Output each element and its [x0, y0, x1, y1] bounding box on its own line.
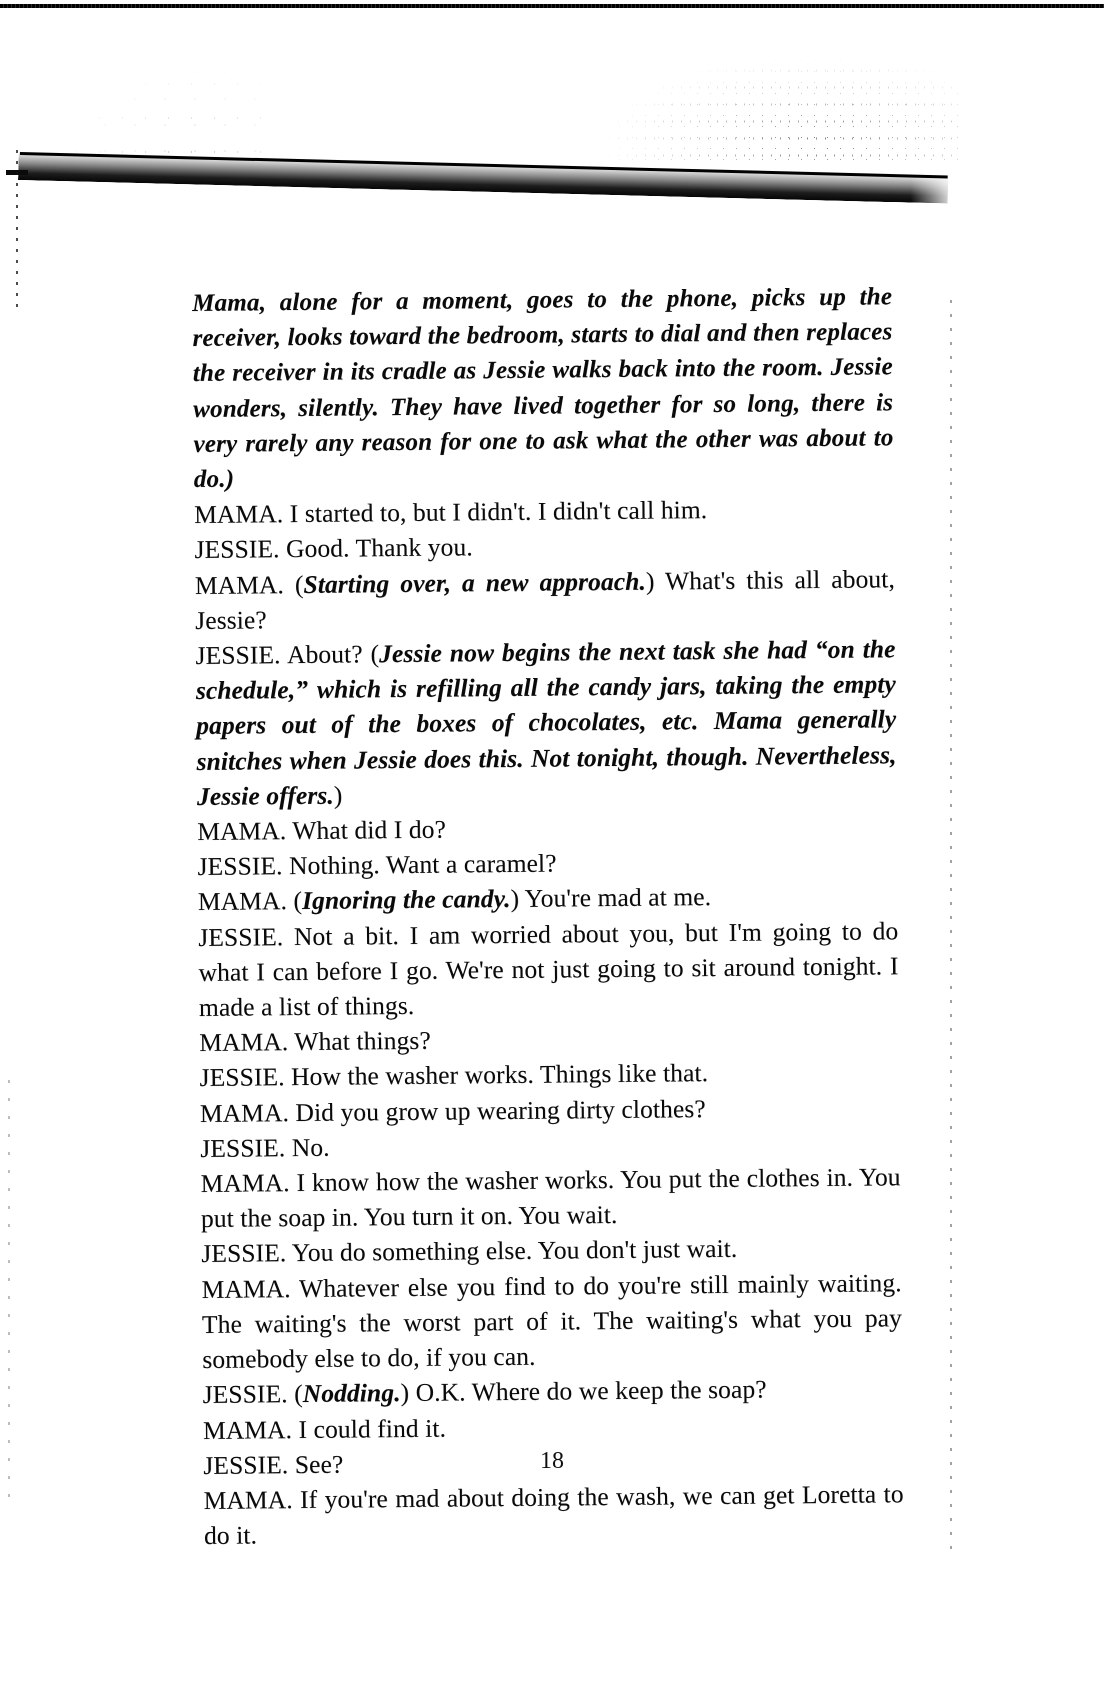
- scan-left-margin-line: [16, 150, 18, 310]
- stage-direction: Mama, alone for a moment, goes to the phone, picks up the receiver, looks toward the bedroom, starts to dial and then replaces the receiver in its cradle as Jessie walks back into the room. Jessie wonders, silently. They have lived together for so long, there is very rarely any reason for one to ask what the other was about to do.): [192, 283, 894, 494]
- dialogue-line: [201, 1265, 902, 1377]
- dialogue-text: If you're mad about doing the wash, we can get Loretta to do it.: [203, 1479, 904, 1551]
- dialogue-text: You do something else. You don't just wait.: [286, 1234, 738, 1268]
- direction-open: (: [283, 569, 304, 599]
- speaker-name: JESSIE.: [200, 1133, 286, 1163]
- speaker-name: JESSIE.: [195, 640, 281, 671]
- scan-left-margin-line-lower: [8, 1080, 10, 1500]
- speaker-name: MAMA.: [199, 1027, 289, 1058]
- dialogue-text: Did you grow up wearing dirty clothes?: [288, 1093, 706, 1127]
- dialogue-text: ) You're mad at me.: [510, 882, 712, 914]
- direction-open: (: [287, 1379, 303, 1409]
- speaker-name: MAMA.: [197, 816, 287, 847]
- dialogue-line-with-direction: [195, 561, 896, 638]
- dialogue-text: I could find it.: [291, 1413, 447, 1444]
- page-number: 18: [540, 1448, 564, 1474]
- dialogue-text: ) O.K. Where do we keep the soap?: [400, 1374, 767, 1408]
- dialogue-text: I know how the washer works. You put the clothes in. You put the soap in. You turn it on. You wait.: [200, 1162, 901, 1234]
- speaker-name: JESSIE.: [198, 921, 284, 952]
- dialogue-line: [198, 913, 899, 1025]
- dialogue-text: Good. Thank you.: [279, 532, 473, 564]
- inline-stage-direction: Jessie now begins the next task she had “on the schedule,” which is refilling all the candy jars, taking the empty papers out of the boxes of chocolates, etc. Mama generally snitches when Jessie does this. Not tonight, though. Nevertheless, Jessie offers.: [195, 634, 897, 811]
- dialogue-line: [200, 1159, 901, 1236]
- speaker-name: MAMA.: [202, 1414, 293, 1445]
- dialogue-line-with-direction: [195, 631, 897, 814]
- dialogue-text: Not a bit. I am worried about you, but I'm going to do what I can before I go. We're not just going to sit around tonight. I made a list of things.: [198, 915, 899, 1023]
- dialogue-line: [203, 1476, 904, 1553]
- dialogue-text: No.: [285, 1132, 330, 1163]
- speaker-name: JESSIE.: [197, 851, 283, 882]
- dialogue-text: I started to, but I didn't. I didn't call him.: [283, 495, 708, 529]
- speaker-name: MAMA.: [194, 569, 285, 600]
- dialogue-text: See?: [288, 1449, 344, 1479]
- inline-stage-direction: Ignoring the candy.: [301, 884, 511, 916]
- dialogue-text: What did I do?: [286, 814, 447, 846]
- speaker-name: MAMA.: [199, 1097, 290, 1128]
- play-text-body: [192, 279, 904, 1553]
- dialogue-text: How the washer works. Things like that.: [284, 1058, 709, 1092]
- inline-stage-direction: Starting over, a new approach.: [303, 566, 647, 599]
- speaker-name: JESSIE.: [202, 1379, 288, 1410]
- dialogue-text: Whatever else you find to do you're still mainly waiting. The waiting's the worst part of it. The waiting's what you pay somebody else to do, if you can.: [201, 1267, 903, 1375]
- speaker-name: MAMA.: [203, 1484, 293, 1515]
- speaker-name: JESSIE.: [194, 534, 280, 565]
- speaker-name: JESSIE.: [199, 1062, 285, 1093]
- inline-stage-direction: Nodding.: [302, 1378, 401, 1409]
- speaker-name: MAMA.: [200, 1168, 290, 1199]
- speaker-name: JESSIE.: [201, 1238, 287, 1269]
- dialogue-text: Nothing. Want a caramel?: [282, 848, 557, 881]
- speaker-name: MAMA.: [201, 1273, 291, 1304]
- direction-open: (: [286, 886, 303, 916]
- speaker-name: MAMA.: [197, 886, 288, 917]
- direction-open: About? (: [280, 639, 380, 670]
- dialogue-text: ): [333, 780, 343, 810]
- speaker-name: JESSIE.: [203, 1449, 289, 1480]
- speaker-name: MAMA.: [194, 499, 284, 530]
- scan-top-rule: [0, 4, 1104, 8]
- dialogue-text: What things?: [288, 1026, 431, 1057]
- dialogue-text: ) What's this all about, Jessie?: [195, 563, 895, 635]
- scan-right-margin-line: [950, 300, 952, 1560]
